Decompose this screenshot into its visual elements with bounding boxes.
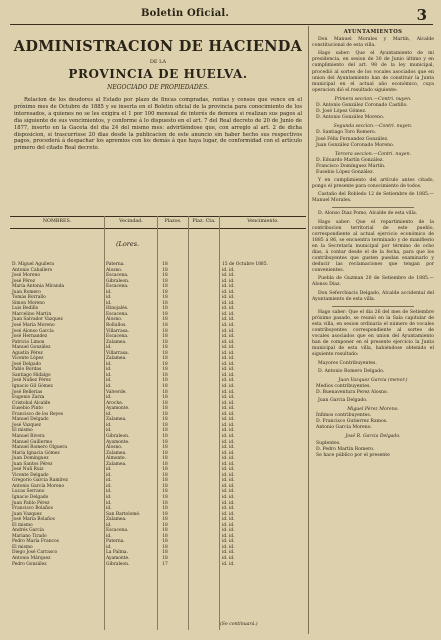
debtor-name: El mismo xyxy=(12,522,33,528)
debtor-due-date: id. id. xyxy=(222,284,235,290)
debtor-town: Alosno. xyxy=(106,445,123,451)
debtor-name: María Antonia Miranda xyxy=(12,284,65,290)
header-rule xyxy=(10,24,433,25)
debtor-due-date: id. id. xyxy=(222,533,235,539)
debtor-town: Escacena. xyxy=(106,311,129,317)
debtor-name: Juan Pablo Pérez xyxy=(12,500,50,506)
debtor-town: id. xyxy=(106,494,112,500)
debtor-plazos: 18 xyxy=(162,378,168,384)
debtor-due-date: id. id. xyxy=(222,339,235,345)
debtor-plazos: 18 xyxy=(162,339,168,345)
debtor-plazos: 18 xyxy=(162,433,168,439)
debtor-plazos: 18 xyxy=(162,406,168,412)
notice-subheading: Miguel Pérez Moreno. xyxy=(347,407,399,413)
debtor-due-date: id. id. xyxy=(222,334,235,340)
notice-paragraph: Hago saber: Que el Ayuntamiento de mi presidencia, en sesion de 30 de Junio último y en cumplimiento del art. 98 de la ley municipal, procedió al sorteo de los vocales asociados que en union del Ayuntamiento han de constituir la Junta municipal en el actual año económico, cuya operacion dió el resultado siguiente: xyxy=(312,51,434,93)
main-title: ADMINISTRACION DE HACIENDA xyxy=(13,38,303,55)
debtor-town: Alosno. xyxy=(106,317,123,323)
debtor-name: Lucas Serrano xyxy=(12,489,45,495)
debtor-town: Gibraleon. xyxy=(106,278,130,284)
debtor-town: San Bartolomé. xyxy=(106,511,141,517)
debtor-plazos: 17 xyxy=(162,561,168,567)
debtor-name: Manuel Romero Olguera xyxy=(12,445,67,451)
debtor-due-date: id. id. xyxy=(222,356,235,362)
debtor-plazos: 18 xyxy=(162,395,168,401)
debtor-plazos: 18 xyxy=(162,411,168,417)
debtor-name: Francisco Bolaños xyxy=(12,506,53,512)
debtor-plazos: 18 xyxy=(162,456,168,462)
debtor-name: José Alonso García xyxy=(12,328,54,334)
debtor-town: id. xyxy=(106,345,112,351)
debtor-plazos: 18 xyxy=(162,384,168,390)
notice-list-item: D. Antonio González Coronado Castillo. xyxy=(316,103,408,109)
debtor-plazos: 18 xyxy=(162,289,168,295)
debtor-name: Ignacio Gil Gómez xyxy=(12,384,53,390)
debtor-due-date: id. id. xyxy=(222,522,235,528)
debtor-town: Escacena. xyxy=(106,284,129,290)
debtor-name: José María Bolaños xyxy=(12,517,55,523)
debtor-name: Santiago Hidalgo xyxy=(12,372,51,378)
debtor-name: Antonio Caballero xyxy=(12,267,53,273)
debtor-town: Zalamea. xyxy=(106,356,127,362)
debtor-name: Juan Romero xyxy=(12,289,41,295)
debtor-due-date: 15 de Octubre 1885. xyxy=(222,262,268,267)
debtor-town: id. xyxy=(106,472,112,478)
debtor-town: id. xyxy=(106,300,112,306)
debtor-due-date: id. id. xyxy=(222,461,235,467)
notice-divider xyxy=(332,207,414,208)
debtor-town: id. xyxy=(106,372,112,378)
col-header-vecindad: Vecindad. xyxy=(119,219,143,224)
debtor-due-date: id. id. xyxy=(222,517,235,523)
debtor-plazos: 18 xyxy=(162,350,168,356)
notice-list-item: D. Pedro Martín Romero. xyxy=(316,446,375,452)
debtor-name: El mismo xyxy=(12,544,33,550)
debtor-name: José Nuñ Ruiz xyxy=(12,467,44,473)
debtor-name: José Moreno xyxy=(12,273,40,279)
notice-list-item: Suplentes. xyxy=(316,440,341,446)
debtor-name: Tomás Borrallo xyxy=(12,295,46,301)
debtors-table xyxy=(10,216,306,632)
debtor-town: id. xyxy=(106,411,112,417)
debtor-name: Vicente López xyxy=(12,356,44,362)
notice-list-item: Medios contribuyentes. xyxy=(316,383,371,389)
debtor-town: Bollullos. xyxy=(106,323,127,329)
debtor-due-date: id. id. xyxy=(222,273,235,279)
debtor-plazos: 18 xyxy=(162,400,168,406)
notice-list-item: Se hace público por el presente xyxy=(316,452,390,458)
debtor-due-date: id. id. xyxy=(222,406,235,412)
debtor-due-date: id. id. xyxy=(222,311,235,317)
debtor-name: María Ignacia Gómez xyxy=(12,450,60,456)
debtor-town: Gibraleon. xyxy=(106,433,130,439)
right-column-text xyxy=(312,37,434,459)
debtor-town: id. xyxy=(106,395,112,401)
debtor-name: Juan Salvador Vazquez xyxy=(12,317,63,323)
debtor-town: id. xyxy=(106,500,112,506)
debtor-town: Zalamea. xyxy=(106,450,127,456)
debtor-due-date: id. id. xyxy=(222,411,235,417)
debtor-town: id. xyxy=(106,483,112,489)
debtor-town: id. xyxy=(106,522,112,528)
debtor-plazos: 18 xyxy=(162,506,168,512)
debtor-due-date: id. id. xyxy=(222,422,235,428)
debtor-town: id. xyxy=(106,378,112,384)
debtor-name: Juan Santos Pérez xyxy=(12,461,53,467)
debtor-name: Simon Moreno xyxy=(12,300,45,306)
debtor-plazos: 18 xyxy=(162,500,168,506)
debtor-name: José Nuñez Pérez xyxy=(12,378,51,384)
notice-list-item: Eusebio López González. xyxy=(316,169,375,175)
debtor-plazos: 18 xyxy=(162,478,168,484)
notice-divider xyxy=(332,306,414,307)
debtor-plazos: 18 xyxy=(162,422,168,428)
table-rows xyxy=(10,262,306,567)
debtor-town: Gibraleon. xyxy=(106,561,130,567)
notice-list-item: D. Francisco Gutierrez Ramos. xyxy=(316,419,388,425)
notice-list-item: D. Buenaventura Perez Alosno. xyxy=(316,389,389,395)
debtor-town: Zalamea. xyxy=(106,417,127,423)
debtor-plazos: 18 xyxy=(162,328,168,334)
debtor-name: José María Moreno xyxy=(12,323,55,329)
debtor-plazos: 18 xyxy=(162,533,168,539)
debtor-town: Escacena. xyxy=(106,273,129,279)
notice-paragraph: Don Manuel Morales y Martín, Alcalde constitucional de esta villa. xyxy=(312,37,434,49)
debtor-due-date: id. id. xyxy=(222,483,235,489)
debtor-plazos: 18 xyxy=(162,334,168,340)
debtor-plazos: 18 xyxy=(162,539,168,545)
debtor-due-date: id. id. xyxy=(222,395,235,401)
page-header xyxy=(0,6,441,24)
debtor-name: Vicente Delgado xyxy=(12,472,49,478)
debtor-due-date: id. id. xyxy=(222,450,235,456)
debtor-plazos: 18 xyxy=(162,311,168,317)
debtor-plazos: 18 xyxy=(162,483,168,489)
debtor-plazos: 18 xyxy=(162,278,168,284)
debtor-plazos: 18 xyxy=(162,300,168,306)
debtor-due-date: id. id. xyxy=(222,328,235,334)
debtor-town: Ayamonte. xyxy=(106,439,130,445)
debtor-name: Pedro María Francos xyxy=(12,539,59,545)
debtor-due-date: id. id. xyxy=(222,417,235,423)
debtor-plazos: 18 xyxy=(162,267,168,273)
debtor-name: Manuel Delgado xyxy=(12,417,49,423)
debtor-due-date: id. id. xyxy=(222,456,235,462)
debtor-name: José Bellerías xyxy=(12,389,43,395)
notice-list-item: Juan González Coronado Moreno. xyxy=(316,142,395,148)
debtor-plazos: 18 xyxy=(162,472,168,478)
notice-list-item: D. Eduardo Martín González. xyxy=(316,157,384,163)
notice-paragraph: Don Seferchiacis Delgado, Alcalde accidental del Ayuntamiento de esta villa. xyxy=(312,290,434,302)
debtor-plazos: 18 xyxy=(162,517,168,523)
debtor-town: id. xyxy=(106,478,112,484)
debtor-due-date: id. id. xyxy=(222,472,235,478)
debtor-plazos: 18 xyxy=(162,467,168,473)
debtor-plazos: 18 xyxy=(162,550,168,556)
debtor-due-date: id. id. xyxy=(222,367,235,373)
notice-paragraph: Juan Garcia Delgado. xyxy=(318,397,368,403)
debtor-plazos: 18 xyxy=(162,306,168,312)
notice-subheading: Tercera seccion.—Contri. nuyen. xyxy=(334,151,412,157)
debtor-town: id. xyxy=(106,467,112,473)
col-header-vencimiento: Vencimiento. xyxy=(247,219,279,224)
notice-list-item: Ínfimos contribuyentes. xyxy=(316,413,372,419)
debtor-due-date: id. id. xyxy=(222,323,235,329)
debtor-name: Manuel Rivera xyxy=(12,433,45,439)
debtor-plazos: 18 xyxy=(162,372,168,378)
debtor-plazos: 18 xyxy=(162,284,168,290)
notice-subheading: Juan Vazquez Garcia (menor.) xyxy=(338,377,408,383)
debtor-plazos: 18 xyxy=(162,428,168,434)
notice-subheading: Segunda seccion.—Contri. nuyen. xyxy=(333,124,413,130)
debtor-plazos: 18 xyxy=(162,417,168,423)
debtor-due-date: id. id. xyxy=(222,378,235,384)
debtor-name: Gregorio Garcia Ramírez xyxy=(12,478,68,484)
debtor-plazos: 18 xyxy=(162,317,168,323)
debtor-town: id. xyxy=(106,544,112,550)
debtor-plazos: 18 xyxy=(162,295,168,301)
debtor-town: Zalamea. xyxy=(106,517,127,523)
debtor-due-date: id. id. xyxy=(222,439,235,445)
table-header-rule xyxy=(10,228,306,229)
notice-paragraph: D. Alonso Diaz Pomo, Alcalde de esta villa. xyxy=(318,211,418,217)
debtor-plazos: 18 xyxy=(162,522,168,528)
debtor-town: Aroche. xyxy=(106,400,124,406)
debtor-name: Mariano Tirado xyxy=(12,533,47,539)
debtor-due-date: id. id. xyxy=(222,561,235,567)
debtor-name: José Vazquez xyxy=(12,422,41,428)
debtor-plazos: 18 xyxy=(162,450,168,456)
ayuntamientos-heading: AYUNTAMIENTOS xyxy=(343,29,403,35)
debtor-plazos: 18 xyxy=(162,494,168,500)
debtor-name: José Hernandez xyxy=(12,334,48,340)
debtor-due-date: id. id. xyxy=(222,550,235,556)
notice-list-item: Antonio Garcia Moreno. xyxy=(316,425,372,431)
debtor-due-date: id. id. xyxy=(222,350,235,356)
debtor-town: Valverde. xyxy=(106,389,127,395)
notice-list-item: José Félix Fernandez González. xyxy=(316,136,389,142)
debtor-name: Eusebio Pinto xyxy=(12,406,43,412)
debtor-town: Ayamonte. xyxy=(106,555,130,561)
debtor-due-date: id. id. xyxy=(222,267,235,273)
debtor-town: id. xyxy=(106,533,112,539)
debtor-name: Diego José Carrasco xyxy=(12,550,58,556)
debtor-name: Manuel González xyxy=(12,345,51,351)
debtor-name: Marcelino Martin xyxy=(12,311,52,317)
col-header-nombres: NOMBRES. xyxy=(42,219,72,224)
debtor-name: Pablo Bordas xyxy=(12,367,42,373)
debtor-due-date: id. id. xyxy=(222,506,235,512)
notice-paragraph: Y en cumplimiento del artículo antes citado, pongo el presente para conocimiento de todos. xyxy=(312,178,434,190)
debtor-due-date: id. id. xyxy=(222,345,235,351)
table-cierre: (Lores. xyxy=(116,240,140,248)
debtor-due-date: id. id. xyxy=(222,361,235,367)
debtor-name: Luis Bedillo xyxy=(12,306,39,312)
debtor-due-date: id. id. xyxy=(222,300,235,306)
debtor-name: Juan Domínguez xyxy=(12,456,49,462)
notice-list-item: D. Antonio González Moreno. xyxy=(316,115,385,121)
debtor-due-date: id. id. xyxy=(222,544,235,550)
debtor-name: El mismo xyxy=(12,428,33,434)
debtor-plazos: 18 xyxy=(162,555,168,561)
debtor-due-date: id. id. xyxy=(222,372,235,378)
col-header-plazos: Plazos. xyxy=(164,219,182,224)
right-column xyxy=(312,26,434,636)
debtor-name: Francisco de los Reyes xyxy=(12,411,63,417)
debtor-plazos: 18 xyxy=(162,544,168,550)
debtor-name: Eugenio Zarza xyxy=(12,395,45,401)
debtor-town: Zalamea. xyxy=(106,339,127,345)
debtor-plazos: 18 xyxy=(162,528,168,534)
debtor-due-date: id. id. xyxy=(222,494,235,500)
debtor-name: José Delgado xyxy=(12,361,42,367)
debtor-due-date: id. id. xyxy=(222,278,235,284)
debtor-name: José Pérez xyxy=(12,278,36,284)
notice-list-item: D. José López Gómez. xyxy=(316,109,367,115)
debtor-plazos: 18 xyxy=(162,262,168,267)
debtor-plazos: 18 xyxy=(162,511,168,517)
notice-list-item: D. Santiago Toro Romero. xyxy=(316,130,377,136)
debtor-name: Pedro González xyxy=(12,561,47,567)
debtor-name: Andrés García xyxy=(12,528,44,534)
debtor-town: Paterna. xyxy=(106,539,125,545)
debtor-town: Zalamea. xyxy=(106,461,127,467)
debtor-town: id. xyxy=(106,428,112,434)
debtor-plazos: 18 xyxy=(162,273,168,279)
debtor-due-date: id. id. xyxy=(222,539,235,545)
debtor-plazos: 18 xyxy=(162,489,168,495)
debtor-name: Manuel Guillermo xyxy=(12,439,53,445)
debtor-town: Escacena. xyxy=(106,528,129,534)
debtor-due-date: id. id. xyxy=(222,511,235,517)
debtor-due-date: id. id. xyxy=(222,445,235,451)
debtor-plazos: 18 xyxy=(162,345,168,351)
notice-paragraph: Hago saber: Que el repartimiento de la contribucion territorial de este pueblo, correspondiente al actual ejercicio económico de 1885 á 86, se encuentra terminado y de manifiesto en la Secretaría municipal por término de ocho dias, á contar desde el de la fecha, para que los contribuyentes que gusten puedan examinarlo y deducir las reclamaciones que tengan por convenientes. xyxy=(312,219,434,274)
debtor-due-date: id. id. xyxy=(222,500,235,506)
province-title: PROVINCIA DE HUELVA. xyxy=(68,67,248,81)
notice-paragraph: Hago saber: Que el dia 26 del mes de Setiembre próximo pasado, se reunió en la Sala capitular de esta villa, en sesion ordinaria el número de vocales contribuyentes correspondiente al sorteo de vocales asociados que en union del Ayuntamiento han de componer en el presente ejercicio la Junta municipal de esta villa, habiéndose obtenido el siguiente resultado: xyxy=(312,309,434,358)
debtor-due-date: id. id. xyxy=(222,289,235,295)
debtor-name: Antonio Márquez xyxy=(12,555,51,561)
debtor-plazos: 18 xyxy=(162,323,168,329)
debtor-town: id. xyxy=(106,506,112,512)
debtor-town: id. xyxy=(106,422,112,428)
debtor-town: Villarrasa. xyxy=(106,350,130,356)
debtor-name: Juan Vazquez xyxy=(12,511,42,517)
debtor-due-date: id. id. xyxy=(222,306,235,312)
debtor-town: id. xyxy=(106,367,112,373)
debtor-plazos: 18 xyxy=(162,361,168,367)
debtor-name: D. Miguel Aguilera xyxy=(12,262,55,267)
continuara-note: (Se continuará.) xyxy=(220,622,258,627)
debtor-plazos: 18 xyxy=(162,439,168,445)
main-column xyxy=(10,26,306,636)
debtor-town: Villarrasa. xyxy=(106,328,130,334)
intro-paragraph: Relacion de los deudores al Estado por plazo de fincas compradas, rentas y censos que vence en el próximo mes de Octubre de 1885 y se inserta en el Boletin oficial de la provincia para conocimiento de los interesados, a quienes no se les exigira el 1 por 100 mensual de interés de demora si realizan sus pagos al dia siguiente de sus vencimientos, y conforme á lo dispuesto en el art. 7 del Real decreto de 20 de Junio de 1877, inserto en la Gaceta del dia 24 del mismo mes: advirtiéndose que, con arreglo al art. 2 de dicha disposicion, si trascurrisse 20 dias desde la publicacion de este anuncio sin haber hecho sus respectivos pagos, procederá á despachar los apremios con los demás á que haya lugar, de conformidad con el artículo primero del citado Real decreto. xyxy=(14,97,302,152)
debtor-town: Paterna. xyxy=(106,262,125,267)
debtor-town: id. xyxy=(106,295,112,301)
debtor-town: Ayamonte. xyxy=(106,406,130,412)
debtor-due-date: id. id. xyxy=(222,555,235,561)
debtor-town: La Palma. xyxy=(106,550,128,556)
debtor-plazos: 18 xyxy=(162,367,168,373)
debtor-town: Alosno. xyxy=(106,267,123,273)
notice-paragraph: Mayores Contribuyentes. xyxy=(318,360,377,366)
debtor-town: id. xyxy=(106,489,112,495)
notice-paragraph: Puebla de Guzman 20 de Setiembre de 1885.—Alonso Diaz. xyxy=(312,276,434,288)
debtor-due-date: id. id. xyxy=(222,489,235,495)
debtor-plazos: 18 xyxy=(162,445,168,451)
debtor-name: Ignacio Delgado xyxy=(12,494,49,500)
debtor-due-date: id. id. xyxy=(222,295,235,301)
header-title: Boletin Oficial. xyxy=(140,8,230,19)
debtor-due-date: id. id. xyxy=(222,467,235,473)
debtor-town: Escacena. xyxy=(106,334,129,340)
debtor-town: Hinojalés. xyxy=(106,306,129,312)
debtor-due-date: id. id. xyxy=(222,528,235,534)
debtor-plazos: 18 xyxy=(162,356,168,362)
notice-paragraph: D. Antonio Romero Delgado. xyxy=(318,368,385,374)
debtor-plazos: 18 xyxy=(162,389,168,395)
page-number: 3 xyxy=(416,6,427,24)
col-header-plaz-cta: Plaz. Cta. xyxy=(192,219,216,224)
debtor-plazos: 18 xyxy=(162,461,168,467)
debtor-name: Patricio Limon xyxy=(12,339,45,345)
debtor-due-date: id. id. xyxy=(222,478,235,484)
notice-subheading: José R. Garcia Delgado. xyxy=(345,434,401,440)
section-title: NEGOCIADO DE PROPIEDADES. xyxy=(107,84,209,91)
debtor-town: id. xyxy=(106,289,112,295)
column-separator xyxy=(308,26,309,634)
debtor-due-date: id. id. xyxy=(222,389,235,395)
debtor-town: id. xyxy=(106,361,112,367)
debtor-due-date: id. id. xyxy=(222,400,235,406)
debtor-due-date: id. id. xyxy=(222,317,235,323)
debtor-name: Agustín Pérez xyxy=(12,350,43,356)
debtor-due-date: id. id. xyxy=(222,433,235,439)
debtor-name: Antonio García Moreno xyxy=(12,483,65,489)
debtor-due-date: id. id. xyxy=(222,428,235,434)
title-de: DE LA xyxy=(149,59,167,65)
notice-list-item: Francisco Domínguez Martín. xyxy=(316,163,386,169)
debtor-town: id. xyxy=(106,384,112,390)
debtor-due-date: id. id. xyxy=(222,384,235,390)
table-row xyxy=(10,562,306,568)
notice-paragraph: Castaño del Robledo 12 de Setiembre de 1885.—Manuel Morales. xyxy=(312,192,434,204)
debtor-town: Almonte. xyxy=(106,456,126,462)
debtor-name: Cristobal Alcalde xyxy=(12,400,51,406)
notice-subheading: Primera seccion.—Contri. nuyen. xyxy=(334,96,412,102)
